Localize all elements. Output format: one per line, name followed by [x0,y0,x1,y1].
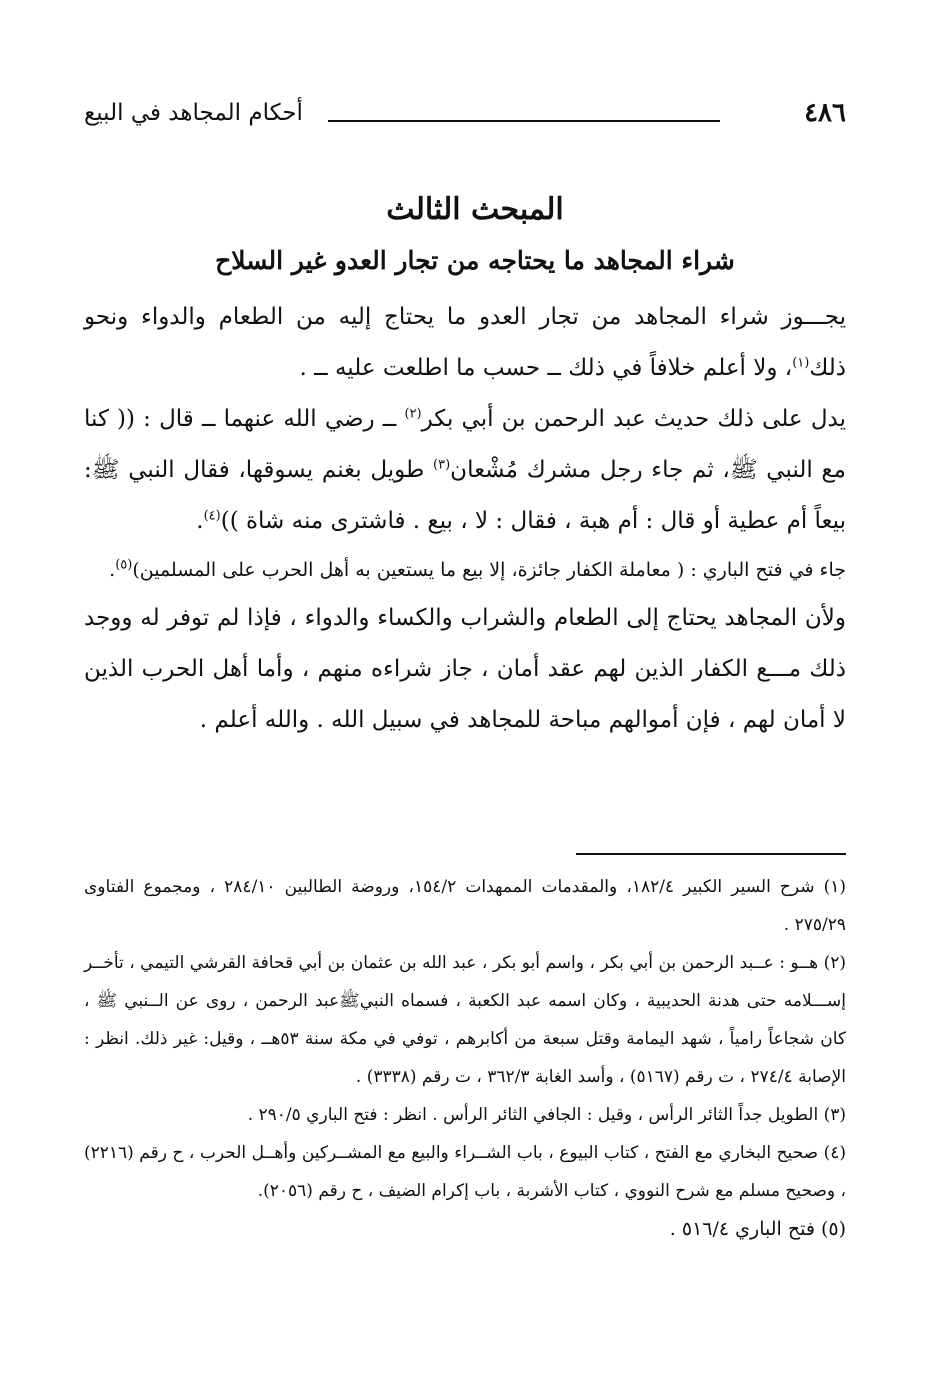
footnote-3: (٣) الطويل جداً الثائر الرأس ، وقيل : الجافي الثائر الرأس . انظر : فتح الباري ٢٩٠/٥ . [247,1105,846,1125]
body-text [84,292,846,746]
paragraph-text: ولأن المجاهد يحتاج إلى الطعام والشراب والكساء والدواء ، فإذا لم توفر له ووجد ذلك مـــع الكفار الذين لهم عقد أمان ، جاز شراءه منهم ، وأما أهل الحرب الذين لا أمان لهم ، فإن أموالهم مباحة للمجاهد في سبيل الله . والله أعلم . [84,605,846,733]
header-rule [328,120,720,122]
footnote-4: (٤) صحيح البخاري مع الفتح ، كتاب البيوع ، باب الشــراء والبيع مع المشــركين وأهــل الحرب ، ح رقم (٢٢١٦) ، وصحيح مسلم مع شرح النووي ، كتاب الأشربة ، باب إكرام الضيف ، ح رقم (٢٠٥٦). [84,1143,846,1201]
paragraph-3 [84,547,846,593]
footnote-5: (٥) فتح الباري ٥١٦/٤ . [669,1218,846,1240]
paragraph-text: . [109,559,116,581]
paragraph-text: يدل على ذلك حديث عبد الرحمن بن أبي بكر [421,406,847,432]
paragraph-text: طويل بغنم يسوقها، فقال النبي ﷺ: بيعاً أم عطية أو قال : أم هبة ، فقال : لا ، بيع . فاشترى منه شاة )) [84,457,846,534]
footnote-divider [576,853,846,855]
running-title: أحكام المجاهد في البيع [84,100,303,126]
footnote-ref: (٤) [203,508,221,524]
page-number: ٤٨٦ [804,98,846,128]
paragraph-text: يجـــوز شراء المجاهد من تجار العدو ما يحتاج إليه من الطعام والدواء ونحو ذلك [84,304,846,381]
footnote-ref: (٣) [433,457,451,473]
paragraph-1 [84,292,846,394]
footnote-ref: (٢) [404,406,422,422]
paragraph-text: ، ولا أعلم خلافاً في ذلك ــ حسب ما اطلعت عليه ــ . [299,355,793,381]
paragraph-text: . [196,508,204,534]
paragraph-text: جاء في فتح الباري : ( معاملة الكفار جائزة، إلا بيع ما يستعين به أهل الحرب على المسلمين) [132,559,846,581]
footnotes [84,868,846,1248]
footnote-2: (٢) هــو : عــبد الرحمن بن أبي بكر ، واسم أبو بكر ، عبد الله بن عثمان بن أبي قحافة القرشي التيمي ، تأخــر إســـلامه حتى هدنة الحديبية ، وكان اسمه عبد الكعبة ، فسماه النبيﷺعبد الرحمن ، روى عن الــنبي ﷺ ، كان شجاعاً رامياً ، شهد اليمامة وقتل سبعة من أكابرهم ، توفي في مكة سنة ٥٣هــ ، وقيل: غير ذلك. انظر : الإصابة ٢٧٤/٤ ، ت رقم (٥١٦٧) ، وأسد الغابة ٣٦٢/٣ ، ت رقم (٣٣٣٨) . [84,953,846,1087]
paragraph-2 [84,394,846,547]
page-header [84,96,846,136]
paragraph-4 [84,593,846,746]
section-subtitle: شراء المجاهد ما يحتاجه من تجار العدو غير السلاح [215,246,735,275]
footnote-ref: (١) [792,355,810,371]
footnote-1: (١) شرح السير الكبير ١٨٢/٤، والمقدمات الممهدات ١٥٤/٢، وروضة الطالبين ٢٨٤/١٠ ، ومجموع الفتاوى ٢٧٥/٢٩ . [84,877,847,935]
section-title: المبحث الثالث [386,192,564,227]
footnote-ref: (٥) [115,557,133,573]
paragraph-text: ــ رضي الله عنهما ــ قال : (( كنا مع النبي ﷺ، ثم جاء رجل مشرك مُشْعان [84,406,846,483]
